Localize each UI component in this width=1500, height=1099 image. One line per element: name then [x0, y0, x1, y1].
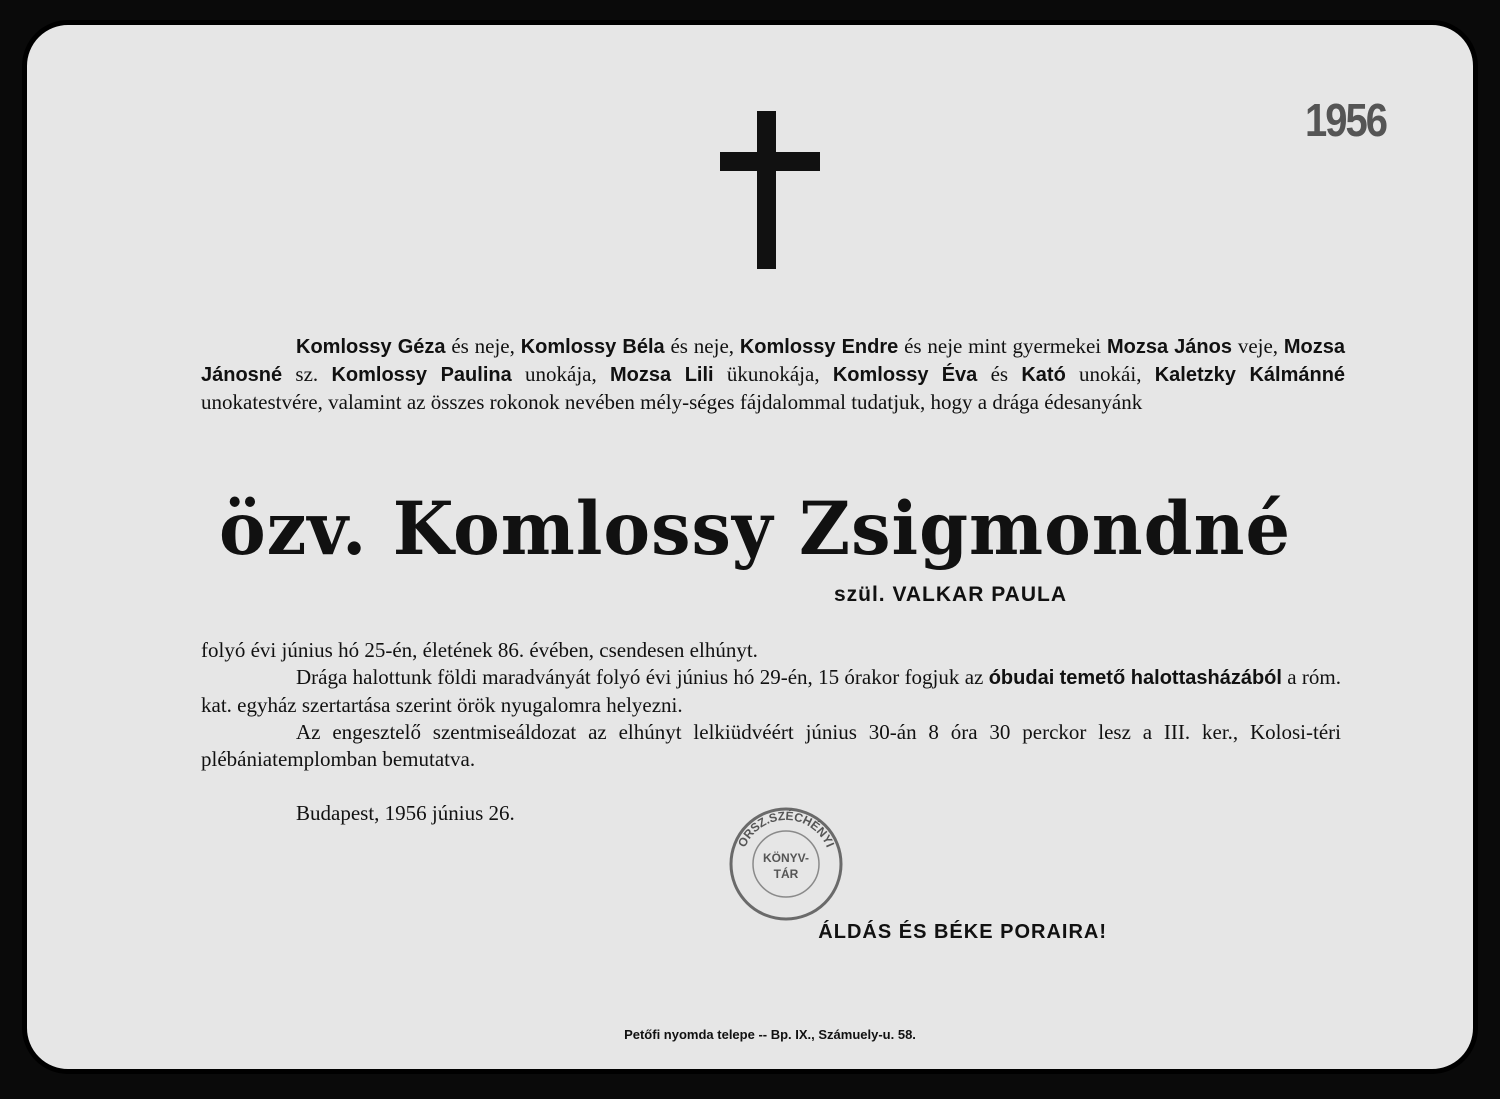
mass-paragraph: Az engesztelő szentmiseáldozat az elhúnyt lelkiüdvéért június 30-án 8 óra 30 perckor lesz a III. ker., Kolosi-téri plébániatemplomban bemutatva.	[201, 720, 1341, 771]
mourners-text: Komlossy Géza és neje, Komlossy Béla és neje, Komlossy Endre és neje mint gyermekei Mozsa János veje, Mozsa Jánosné sz. Komlossy Paulina unokája, Mozsa Lili ükunokája, Komlossy Éva és Kató unokái, Kaletzky Kálmánné unokatestvére, valamint az összes rokonok nevében mély-séges fájdalommal tudatjuk, hogy a drága édesanyánk	[201, 334, 1346, 414]
svg-text:KÖNYV-: KÖNYV-	[762, 851, 810, 865]
deceased-name: özv. Komlossy Zsigmondné	[218, 484, 1292, 573]
library-seal-icon	[726, 804, 846, 924]
maiden-name: szül. VALKAR PAULA	[833, 583, 1067, 606]
announcement-body	[201, 637, 1341, 773]
printer-imprint: Petőfi nyomda telepe -- Bp. IX., Számuely-u. 58.	[624, 1027, 916, 1042]
year-stamp: 1956	[1305, 95, 1386, 147]
svg-text:TÁR: TÁR	[773, 867, 799, 881]
svg-text:ORSZ.SZÉCHÉNYI: ORSZ.SZÉCHÉNYI	[734, 808, 838, 850]
burial-paragraph: Drága halottunk földi maradványát folyó évi június hó 29-én, 15 órakor fogjuk az óbudai temető halottasházából a róm. kat. egyház szertartása szerint örök nyugalomra helyezni.	[201, 665, 1341, 717]
cross-icon	[720, 111, 820, 271]
place-date: Budapest, 1956 június 26.	[296, 801, 515, 825]
blessing-line: ÁLDÁS ÉS BÉKE PORAIRA!	[818, 921, 1107, 943]
death-date-line: folyó évi június hó 25-én, életének 86. évében, csendesen elhúnyt.	[201, 638, 758, 662]
obituary-card	[22, 20, 1478, 1074]
